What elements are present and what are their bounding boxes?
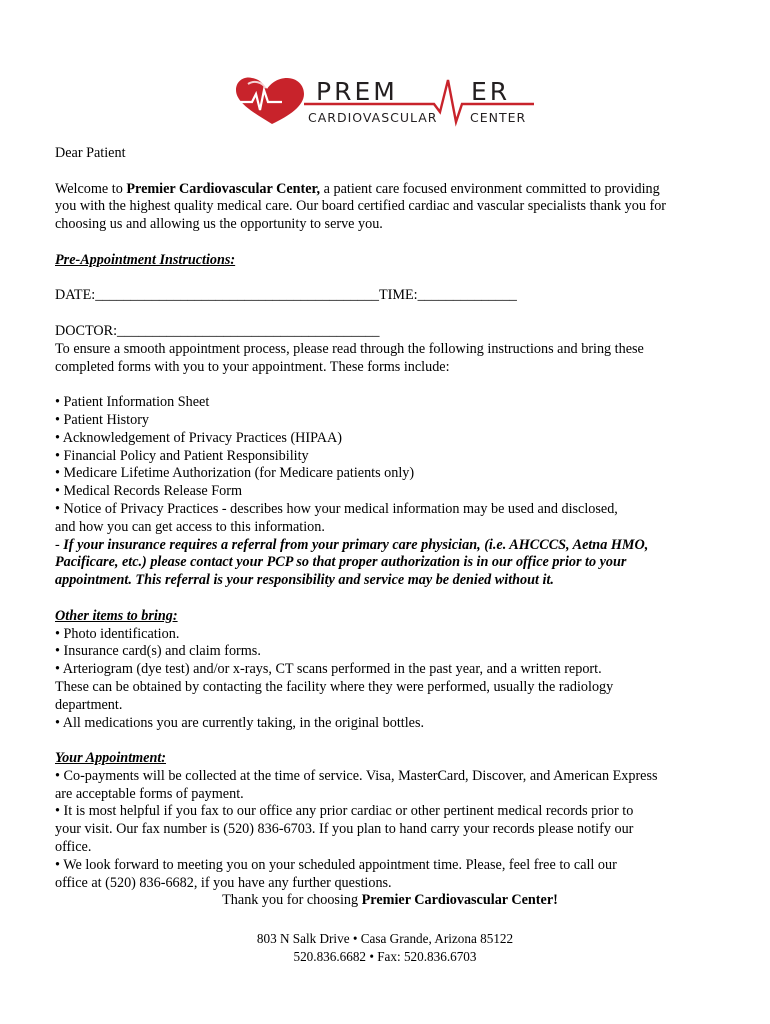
date-field[interactable]: ________________________________________: [95, 287, 379, 304]
intro-line-2: completed forms with you to your appointment. These forms include:: [55, 358, 450, 375]
logo-sub-left: CARDIOVASCULAR: [308, 110, 438, 125]
doctor-row: [55, 323, 725, 341]
list-item: • Patient History: [55, 411, 150, 428]
other-items-heading: Other items to bring:: [55, 607, 178, 624]
thank-you-line: Thank you for choosing Premier Cardiovascular Center!: [222, 892, 558, 909]
referral-line-1: - If your insurance requires a referral from your primary care physician, (i.e. AHCCCS, Aetna HMO,: [55, 536, 649, 553]
greeting: Dear Patient: [55, 145, 126, 161]
list-item: • Patient Information Sheet: [55, 394, 210, 411]
forms-list: [55, 394, 725, 536]
doctor-label: DOCTOR:: [55, 322, 118, 339]
intro-line-1: To ensure a smooth appointment process, please read through the following instructions and bring these: [55, 340, 644, 357]
welcome-line-3: choosing us and allowing us the opportunity to serve you.: [55, 216, 383, 233]
list-item: • Insurance card(s) and claim forms.: [55, 643, 261, 660]
time-label: TIME:: [378, 287, 418, 304]
pre-appointment-heading: Pre-Appointment Instructions:: [55, 251, 236, 268]
appointment-list: [55, 768, 725, 893]
footer-address: 803 N Salk Drive • Casa Grande, Arizona 85122: [256, 931, 514, 946]
list-item: are acceptable forms of payment.: [55, 785, 244, 802]
list-item: • Medicare Lifetime Authorization (for Medicare patients only): [55, 465, 415, 482]
list-item: • Notice of Privacy Practices - describes how your medical information may be used and disclosed,: [55, 500, 618, 517]
list-item: • All medications you are currently taking, in the original bottles.: [55, 714, 425, 731]
list-item: These can be obtained by contacting the facility where they were performed, usually the radiology: [55, 678, 614, 695]
welcome-line-2: you with the highest quality medical care. Our board certified cardiac and vascular specialists thank you for: [55, 198, 667, 215]
list-item: • Photo identification.: [55, 625, 180, 642]
list-item: • We look forward to meeting you on your scheduled appointment time. Please, feel free to call our: [55, 856, 617, 873]
list-item: office.: [55, 839, 92, 856]
footer-phones: 520.836.6682 • Fax: 520.836.6703: [293, 948, 477, 964]
list-item: department.: [55, 696, 123, 713]
list-item: • Arteriogram (dye test) and/or x-rays, CT scans performed in the past year, and a written report.: [55, 661, 602, 678]
list-item: • Medical Records Release Form: [55, 483, 242, 500]
footer: [0, 930, 770, 965]
logo-sub-right: CENTER: [470, 110, 527, 125]
your-appointment-heading: Your Appointment:: [55, 750, 167, 767]
list-item-continuation: and how you can get access to this information.: [55, 518, 325, 535]
org-name: Premier Cardiovascular Center,: [126, 180, 321, 197]
list-item: • It is most helpful if you fax to our office any prior cardiac or other pertinent medical records prior to: [55, 803, 634, 820]
heart-icon: [236, 78, 304, 124]
list-item: • Co-payments will be collected at the time of service. Visa, MasterCard, Discover, and American Express: [55, 767, 658, 784]
other-items-list: [55, 626, 725, 733]
list-item: your visit. Our fax number is (520) 836-6703. If you plan to hand carry your records please notify our: [55, 821, 634, 838]
letter-body: [55, 145, 725, 910]
list-item: • Financial Policy and Patient Responsibility: [55, 447, 309, 464]
referral-line-2: Pacificare, etc.) please contact your PCP so that proper authorization is in our office prior to your: [55, 554, 627, 571]
logo-name-top-end: ER: [471, 77, 511, 106]
date-label: DATE:: [55, 287, 96, 304]
doctor-field[interactable]: _____________________________________: [117, 322, 380, 339]
list-item: • Acknowledgement of Privacy Practices (HIPAA): [55, 429, 342, 446]
time-field[interactable]: ______________: [417, 287, 517, 304]
referral-line-3: appointment. This referral is your responsibility and service may be denied without it.: [55, 572, 554, 589]
welcome-line-1: Welcome to Premier Cardiovascular Center, a patient care focused environment committed to providing: [55, 180, 660, 197]
date-time-row: [55, 287, 725, 305]
list-item: office at (520) 836-6682, if you have any further questions.: [55, 874, 392, 891]
premier-logo: [234, 72, 538, 128]
logo-name-top: PREM: [316, 77, 398, 106]
